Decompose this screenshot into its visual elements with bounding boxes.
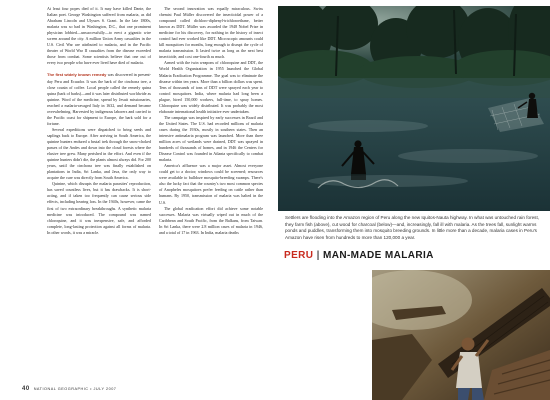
article-paragraph: The campaign was inspired by early successes in Brazil and the United States. The U.S. had recorded millions of malaria cases during the 1930s, mostly in southern states. Then an intensive antimalaria program was launched. More than three million acres of wetlands were drained, DDT was sprayed in hundreds of thousands of homes, and in 1946 the Centers for Disease Control was founded in Atlanta specifically to combat malaria. [159, 114, 263, 163]
page-number: 40 [22, 386, 30, 392]
photo-caption: Settlers are flooding into the Amazon region of Peru along the new Iquitos-Nauta highway. In what was untouched rain forest, they farm fish (above), cut wood for charcoal (below)—and, increasingly, fall ill with malaria. As the trees fall, sunlight warms ponds and puddles, transforming them into mosquito breeding grounds. In little more than a decade, malaria cases in Peru's Amazon have risen from hundreds to more than 120,000 a year. [285, 215, 539, 240]
article-paragraph-text: was discovered in present-day Peru and Ecuador. It was the bark of the cinchona tree, a close cousin of coffee. Local people called the remedy quina quina (bark of barks)—and it was later distributed worldwide as quinine. Word of the medicine, spread by Jesuit missionaries, reached a malaria-ravaged Italy in 1632, and demand became overwhelming. Harvested by indigenous laborers and carried to the Pacific coast for shipment to Europe, the bark sold for a fortune. [47, 72, 151, 126]
lead-in-text: The first widely known remedy [47, 72, 107, 78]
section-heading [284, 250, 434, 262]
footer-folio: NATIONAL GEOGRAPHIC • JULY 2007 [33, 387, 117, 391]
page-footer [22, 386, 116, 392]
article-column-1 [47, 6, 151, 236]
article-paragraph: Quinine, which disrupts the malaria parasites' reproduction, has saved countless lives, but it has drawbacks. It is short-acting, and if taken too frequently can cause serious side effects, including hearing loss. In the 1940s, however, came the first of two extraordinary breakthroughs. A synthetic malaria medicine was introduced. The compound was named chloroquine, and it was inexpensive, safe, and afforded complete, long-lasting protection against all forms of malaria. In other words, it was a miracle. [47, 181, 151, 235]
charcoal-wood-photo [372, 270, 550, 400]
article-column-2 [159, 6, 263, 236]
fish-farm-illustration [278, 6, 550, 211]
article-paragraph-lead [47, 72, 151, 126]
article-paragraph: The second innovation was equally miraculous. Swiss chemist Paul Müller discovered the insecticidal power of a compound called dichloro-diphenyl-trichloroethane, better known as DDT. Müller was awarded the 1948 Nobel Prize in medicine for his discovery, for nothing in the history of insect control had ever worked like DDT. Microscopic amounts could kill mosquitoes for months, long enough to disrupt the cycle of malaria transmission. It lasted twice as long as the next best insecticide, and cost one-fourth as much. [159, 6, 263, 60]
article-paragraph: America's affluence was a major asset. Almost everyone could get to a doctor; windows could be screened; resources were available to bulldoze mosquito-breeding swamps. There's also the lucky fact that the country's two most common species of Anopheles mosquitoes prefer feeding on cattle rather than humans. By 1950, transmission of malaria was halted in the U.S. [159, 163, 263, 205]
heading-country: PERU [284, 250, 314, 261]
article-paragraph: At least four popes died of it. It may have killed Dante, the Italian poet. George Washington suffered from malaria, as did Abraham Lincoln and Ulysses S. Grant. In the late 1800s, malaria was so bad in Washington, D.C., that one prominent physician lobbied—unsuccessfully—to erect a gigantic wire screen around the city. A million Union Army casualties in the U.S. Civil War are attributed to malaria, and in the Pacific theater of World War II casualties from the disease exceeded those from combat. Some scientists believe that one out of every two people who have ever lived have died of malaria. [47, 6, 151, 66]
charcoal-wood-illustration [372, 270, 550, 400]
article-paragraph: Armed with the twin weapons of chloroquine and DDT, the World Health Organization in 1955 launched the Global Malaria Eradication Programme. The goal was to eliminate the disease within ten years. More than a billion dollars was spent. Tens of thousands of tons of DDT were sprayed each year to control mosquitoes. India, where malaria had long been a plague, hired 150,000 workers, full-time, to spray homes. Chloroquine was widely distributed. It was probably the most elaborate international health initiative ever undertaken. [159, 60, 263, 114]
article-paragraph: Several expeditions were dispatched to bring seeds and saplings back to Europe. After arriving in South America, the quinine hunters endured a brutal trek through the snow-choked passes of the Andes and down into the cloud forests where the elusive tree grew. Many perished in the effort. And even if the quinine hunters didn't die, the plants almost always did. For 200 years, until the cinchona tree was finally established on plantations in India, Sri Lanka, and Java, the only way to acquire the cure was directly from South America. [47, 126, 151, 181]
fish-farm-photo [278, 6, 550, 211]
heading-title: MAN-MADE MALARIA [322, 250, 434, 261]
heading-separator: | [316, 250, 320, 261]
article-paragraph: The global eradication effort did achieve some notable successes. Malaria was virtually wiped out in much of the Caribbean and South Pacific, from the Balkans, from Taiwan. In Sri Lanka, there were 2.8 million cases of malaria in 1946, and a total of 17 in 1963. In India, malaria deaths [159, 205, 263, 235]
